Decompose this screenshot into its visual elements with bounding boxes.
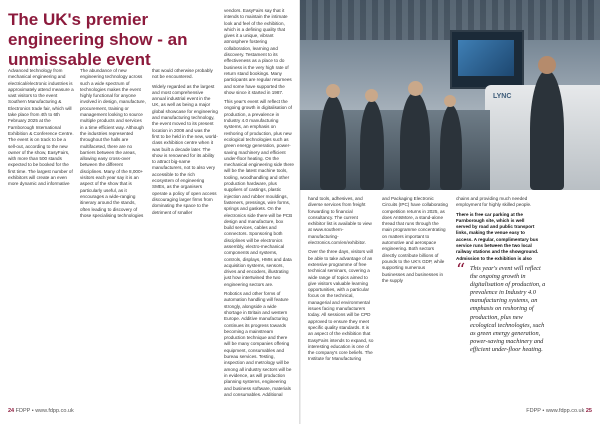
paragraph: that would otherwise probably not be encountered.	[152, 68, 213, 80]
page-number-right: 25	[585, 408, 592, 414]
body-column-4	[224, 8, 294, 398]
body-column-5	[308, 196, 374, 398]
paragraph: Over the three days, visitors will be able to take advantage of an extensive programme of free technical seminars, covering a wide range of topics aimed to give visitors valuable learning opportunities, with a particular focus on the technical, managerial and environmental issues facing manufacturers today. All sessions will be CPD approved to ensure they meet specific quality standards. It is an aspect of the exhibition that EasyFairs intends to expand, so interesting education is one of the company's core beliefs. The Institute for Manufacturing	[308, 249, 374, 362]
paragraph: Robotics and other forms of automation handling will feature strongly, alongside a wide shortage in Britain and western Europe. Additive manufacturing continues its progress towards becoming a mainstream production technique and there will be many companies offering equipment, consumables and bureau services. Testing, inspection and metrology will be among all industry sectors will be in evidence, as will production planning systems, engineering and business software, materials and consumables. Additional	[224, 291, 292, 397]
paragraph: hand tools, adhesives, and diverse services from freight forwarding to financial consultancy. The current exhibitor list is available to view at www.southern-manufacturing-electronics.com/en/exhibitor.	[308, 196, 372, 246]
footer-right-text: FDPP • www.fdpp.co.uk	[526, 408, 585, 414]
paragraph: Widely regarded as the largest and most comprehensive annual industrial event in the UK, as well as being a major global showcase for engineering and manufacturing technology, the event moved to its present location in 2008 and was the first to be held in the new, world-class exhibition centre when it was built a decade later. The show is renowned for its ability to attract big-name manufacturers, not to also very accessible to the rich ecosystem of engineering SMEs, as the organisers operate a policy of open access discouraging larger firms from dominating the space to the detriment of smaller	[152, 83, 218, 215]
visitor-figure	[360, 100, 384, 190]
visitor-head	[326, 84, 340, 98]
display-screen	[450, 30, 524, 89]
visitor-figure	[320, 95, 346, 190]
paragraph: This year's event will reflect the ongoing growth in digitalisation of production, a prevalence in Industry 4.0 manufacturing systems, an emphasis on reshoring of production, plus new ecological technologies such as green energy generation, power-saving machinery and efficient under-floor heating. On the mechanical engineering side there will be the latest machine tools, tooling, woodhandling and other production hardware, plus suppliers of castings, plastic injection and rubber mouldings, fasteners, pressings, wire forms, springs and gaskets. On the electronics side there will be PCB design and manufacture, box build services, cables and connectors. Sponsoring both disciplines will be electronics assembly, electro-mechanical components and systems, controls, displays, HMIs and data acquisition systems, sensors, drives and encoders, illustrating just how intertwined the two engineering sectors are.	[224, 99, 294, 287]
visitor-figure	[440, 105, 462, 190]
body-column-3	[152, 68, 218, 398]
pull-quote: This year's event will reflect the ongoing growth in digitalisation of production, a prevalence in Industry 4.0 manufacturing systems, an emphasis on reshoring of production, plus new ecological technologies, such as green energy generation, power-saving machinery and efficient under-floor heating.	[470, 265, 546, 353]
footer-left-text: FDPP • www.fdpp.co.uk	[15, 408, 74, 414]
body-column-7	[456, 196, 540, 262]
paragraph: vendors. EasyFairs say that it intends to maintain the intimate look and feel of the exhibition, which is a defining quality that gives it a unique, vibrant atmosphere fostering collaboration, learning and discovery. Testament to its effectiveness as a place to do business is the very high rate of return stand bookings. Many participants are regular returnees and some have supported the show since it started in 1987.	[224, 8, 292, 95]
paragraph: and Packaging Electronic Circuits (IPC) have collaborating competition returns in 2025, as does AntsMore, a stand-alone thread that runs through the main programme concentrating on matters important to automotive and aerospace engineering. Both sectors directly contribute billions of pounds to the UK's GDP, while supporting numerous businesses and businesses in the supply	[382, 196, 448, 283]
paragraph: Advanced technology from mechanical engineering and electrical/electronic industries is approximately attend measure a vast visitors to the event Southern Manufacturing & Electronics trade fair, which will take place from 4th to 6th February 2025 at the Farnborough International Exhibition & Conference Centre. The event is on track to be a sell-out, according to the new owner of the show, EasyFairs, with more than 500 stands expected to be booked for the first time. The largest number of exhibitors will create an even more dynamic and informative	[8, 68, 74, 187]
body-column-6	[382, 196, 448, 398]
article-headline: The UK's premier engineering show - an unmissable event	[8, 10, 188, 69]
quote-icon: “	[456, 260, 466, 281]
visitor-head	[444, 95, 456, 107]
page-number-left: 24	[8, 408, 15, 414]
exhibition-photo	[300, 0, 600, 190]
visitor-figure	[530, 70, 564, 190]
visitor-head	[408, 81, 423, 96]
body-column-1	[8, 68, 74, 188]
footer-right	[526, 407, 592, 415]
body-column-2	[80, 68, 146, 398]
exhibitor-logo: LYNC	[493, 93, 512, 100]
paragraph: chains and providing much needed employment for highly skilled people.	[456, 196, 532, 208]
footer-left	[8, 407, 74, 415]
paragraph: The abundance of new engineering technology across such a wide spectrum of technologies makes the event highly functional for anyone involved in design, manufacture, procurement, training or management looking to source multiple products and services in a time efficient way. Although the industries represented throughout the halls are multifaceted, there are no barriers between the areas, allowing easy cross-over between the different disciplines. Many of the 8,000+ visitors each year say it is an aspect of the show that is particularly useful, as it encourages a wide-ranging itinerary around the stands, often leading to discovery of those specialising technologies	[80, 68, 146, 218]
visitor-head	[365, 89, 378, 102]
visitor-info: There is free car parking at the Farnborough site, which is well served by road and public transport links, making the venue easy to access. A regular, complimentary bus service runs between the two local railway stations and the showground. Admission to the exhibition is also	[456, 211, 539, 261]
visitor-figure	[400, 92, 430, 190]
visitor-head	[538, 56, 556, 74]
